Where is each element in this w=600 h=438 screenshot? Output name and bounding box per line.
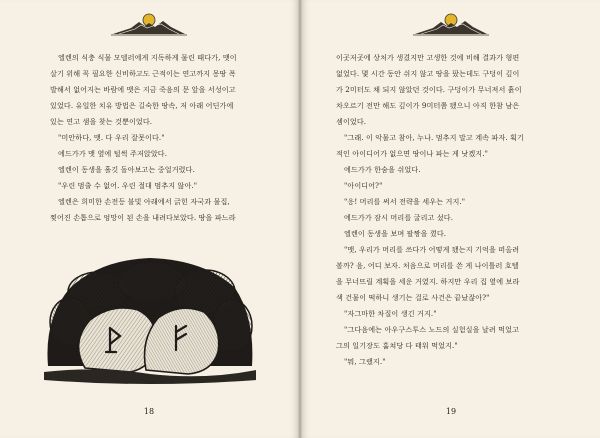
paragraph-line: "그래. 이 악물고 참아, 누나. 멈추지 말고 계속 파자. 획기 bbox=[344, 133, 524, 142]
paragraph-line: 찢어진 손톱으로 엉망이 된 손을 내려다보았다. 땅을 파느라 bbox=[50, 213, 236, 222]
paragraph-line: 있는 연고 샘을 찾는 것뿐이었다. bbox=[50, 117, 153, 126]
paragraph-line: 적인 아이디어가 없으면 땅이나 파는 게 낫겠지." bbox=[336, 149, 488, 158]
boulder-pile-with-runes-icon bbox=[40, 248, 260, 388]
paragraph-line: 볼까? 음, 어디 보자. 처음으로 머리를 쓴 게 나이틀러 호텔 bbox=[336, 261, 519, 270]
paragraph-line: 을 무너뜨릴 계획을 세운 거였지. 하지만 우리 집 옆에 보라 bbox=[336, 277, 520, 286]
page-number: 19 bbox=[445, 407, 457, 416]
paragraph-line: "자그마한 차질이 생긴 거지." bbox=[344, 309, 437, 318]
paragraph-line: 이곳저곳에 상처가 생겼지만 고생한 것에 비해 결과가 형편 bbox=[336, 53, 520, 62]
paragraph-line: 엘렌이 동생을 흘깃 돌아보고는 중얼거렸다. bbox=[58, 165, 195, 174]
paragraph-line: 있었다. 유일한 치유 방법은 길숙한 땅속, 저 아래 어딘가에 bbox=[50, 101, 234, 110]
left-page bbox=[0, 0, 298, 438]
paragraph-line: 엘렌의 식충 식물 모델러에게 지독하게 물린 때다가, 맷이 bbox=[58, 53, 237, 62]
paragraph-line: 엘렌은 희미한 손전등 불빛 아래에서 긁힌 자국과 물집, bbox=[58, 197, 230, 206]
paragraph-line: "맷, 우리가 머리를 쓰다가 어떻게 됐는지 기억을 떠올려 bbox=[344, 245, 520, 254]
paragraph-line: "미안하다, 맷. 다 우리 잘못이다." bbox=[58, 133, 165, 142]
left-page-text bbox=[50, 50, 264, 226]
paragraph-line: 그의 일기장도 훔쳐당 다 태워 먹었지." bbox=[336, 341, 458, 350]
paragraph-line: 없었다. 몇 시간 동안 쉬지 않고 땅을 팠는데도 구덩이 깊이 bbox=[336, 69, 520, 78]
paragraph-line: 색 건물이 떡하니 생기는 걸로 사건은 끝났잖아?" bbox=[336, 293, 490, 302]
paragraph-line: 셈이었다. bbox=[336, 117, 367, 126]
paragraph-line: "응! 머리를 써서 전략을 세우는 거지." bbox=[344, 197, 466, 206]
paragraph-line: "아이디어?" bbox=[344, 181, 383, 190]
right-page bbox=[302, 0, 600, 438]
right-page-text bbox=[336, 50, 552, 370]
paragraph-line: 발해서 없어지는 바람에 맷은 지금 죽음의 문 앞을 서성이고 bbox=[50, 85, 236, 94]
page-number: 18 bbox=[143, 407, 155, 416]
paragraph-line: "그다음에는 아우구스투스 노드의 실험실을 날려 먹었고 bbox=[344, 325, 520, 334]
paragraph-line: 에드가가 잠시 머리를 굴리고 섰다. bbox=[344, 213, 454, 222]
mountain-sun-ornament-icon bbox=[109, 8, 189, 38]
paragraph-line: 엘렌이 동생을 보며 팔짱을 꼈다. bbox=[344, 229, 447, 238]
mountain-sun-ornament-icon bbox=[411, 8, 491, 38]
paragraph-line: 에드가가 한숨을 쉬었다. bbox=[344, 165, 421, 174]
paragraph-line: 차오르기 전만 해도 깊이가 9미터쯤 됐으니 아직 한참 남은 bbox=[336, 101, 520, 110]
paragraph-line: 살기 위해 꼭 필요한 신비하고도 근적이는 연고까지 몽땅 폭 bbox=[50, 69, 236, 78]
paragraph-line: "우린 멈출 수 없어. 우린 절대 멈추지 않아." bbox=[58, 181, 198, 190]
paragraph-line: 에드가가 맷 옆에 털썩 주저앉았다. bbox=[58, 149, 168, 158]
paragraph-line: 가 2미터도 채 되지 않았던 것이다. 구덩이가 무너져서 흙이 bbox=[336, 85, 522, 94]
paragraph-line: "뭐, 그랬지." bbox=[344, 357, 386, 366]
